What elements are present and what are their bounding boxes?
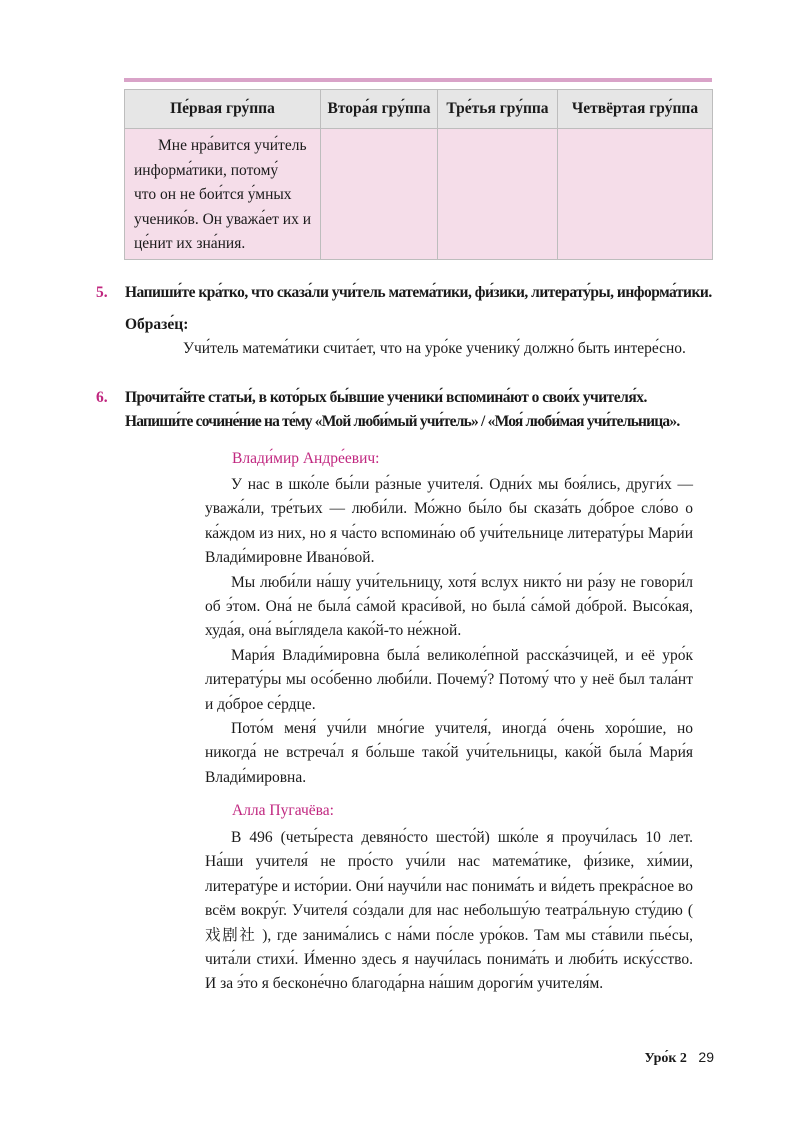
task-6-line-1: Прочита́йте статьи́, в кото́рых бы́вшие ученики́ вспомина́ют о свои́х учителя́х.	[125, 389, 647, 406]
essay-paragraph: У нас в шко́ле бы́ли ра́зные учителя́. Одни́х мы боя́лись, други́х — уважа́ли, тре́тьих — люби́ли. Мо́жно бы́ло бы сказа́ть до́брое сло́во о ка́ждом из них, но я ча́сто вспомина́ю об учи́тельнице литерату́ры Мари́и Влади́мировне Ивано́вой.	[205, 476, 693, 567]
task-5-text: Напиши́те кра́тко, что сказа́ли учи́тель матема́тики, фи́зики, литерату́ры, информа́тики.	[125, 284, 712, 301]
sample-text: Учи́тель матема́тики счита́ет, что на уро́ке ученику́ должно́ быть интере́сно.	[183, 340, 686, 357]
essay-1-author: Влади́мир Андре́евич:	[232, 450, 380, 467]
lesson-label: Уро́к 2	[644, 1051, 687, 1066]
header-first-group: Пе́рвая гру́ппа	[125, 90, 321, 129]
task-6-line-2: Напиши́те сочине́ние на те́му «Мой люби́мый учи́тель» / «Моя́ люби́мая учи́тельница».	[125, 413, 680, 430]
third-group-cell[interactable]	[438, 129, 558, 260]
first-group-cell	[125, 129, 321, 260]
header-second-group: Втора́я гру́ппа	[321, 90, 438, 129]
sample-label: Образе́ц:	[125, 316, 189, 333]
header-third-group: Тре́тья гру́ппа	[438, 90, 558, 129]
essay-1-body	[205, 473, 693, 790]
groups-table	[124, 89, 713, 260]
cell-line: ученико́в. Он уважа́ет их и	[134, 210, 312, 228]
cell-line: что он не бои́тся у́мных	[134, 186, 292, 203]
cell-line: це́нит их зна́ния.	[134, 235, 246, 252]
essay-paragraph: Пото́м меня́ учи́ли мно́гие учителя́, иногда́ о́чень хоро́шие, но никогда́ не встреча́л я бо́льше тако́й учи́тельницы, како́й была́ Мари́я Влади́мировна.	[205, 720, 693, 786]
table-row	[125, 129, 713, 260]
second-group-cell[interactable]	[321, 129, 438, 260]
page-top-rule	[124, 78, 712, 82]
task-6-number: 6.	[96, 389, 108, 406]
essay-2-author: Алла Пугачёва:	[232, 802, 334, 819]
task-5-number: 5.	[96, 284, 108, 301]
cell-line: информа́тики, потому́	[134, 161, 279, 179]
essay-2-body	[205, 826, 693, 997]
page-number: 29	[698, 1049, 714, 1065]
cell-line: Мне нра́вится учи́тель	[158, 137, 307, 154]
essay-paragraph: Мари́я Влади́мировна была́ великоле́пной расска́зчицей, и её уро́к литерату́ры мы осо́бенно люби́ли. Почему́? Потому́ что у неё был тала́нт и до́брое се́рдце.	[205, 646, 693, 713]
essay-paragraph: В 496 (четы́реста девяно́сто шесто́й) шко́ле я проучи́лась 10 лет. На́ши учителя́ не про́сто учи́ли нас матема́тике, фи́зике, хи́мии, литерату́ре и исто́рии. Они́ научи́ли нас понима́ть и ви́деть прекра́сное во всём вокру́г. Учителя́ со́здали для нас небольшу́ю театра́льную сту́дию ( 戏剧社 ), где занима́лись с на́ми по́сле уро́ков. Там мы ста́вили пье́сы, чита́ли стихи́. И́менно здесь я научи́лась понима́ть и люби́ть иску́сство. И за э́то я бесконе́чно благода́рна на́шим дороги́м учителя́м.	[205, 829, 693, 993]
header-fourth-group: Четвёртая гру́ппа	[558, 90, 713, 129]
page-footer	[644, 1049, 714, 1067]
fourth-group-cell[interactable]	[558, 129, 713, 260]
essay-paragraph: Мы люби́ли на́шу учи́тельницу, хотя́ вслух никто́ ни ра́зу не говори́л об э́том. Она́ не была́ са́мой краси́вой, но была́ са́мой до́брой. Высо́кая, худа́я, она́ вы́глядела како́й-то не́жной.	[205, 573, 693, 640]
table-header-row	[125, 90, 713, 129]
